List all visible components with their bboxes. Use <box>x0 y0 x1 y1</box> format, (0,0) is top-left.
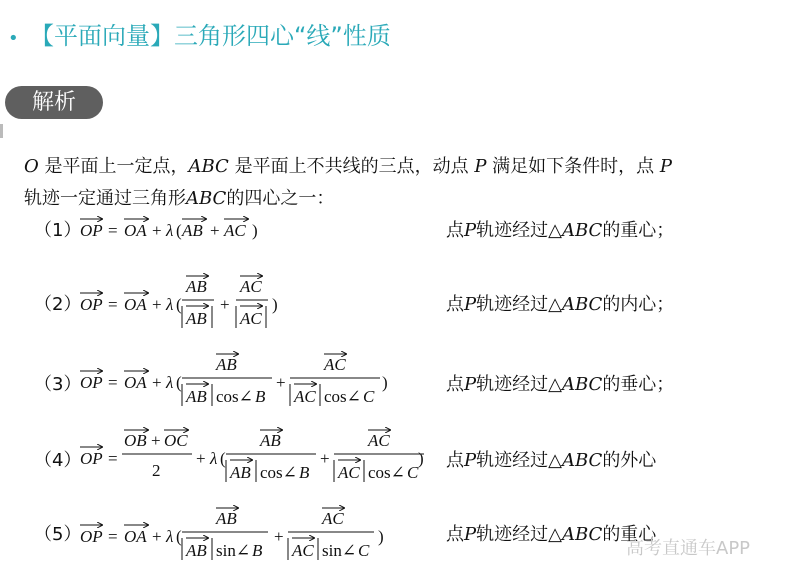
svg-text:(: ( <box>176 295 182 314</box>
svg-text:AB: AB <box>186 387 207 406</box>
condition-conclusion: 点P轨迹经过△ABC的外心 <box>446 450 657 471</box>
svg-text:B: B <box>252 541 263 560</box>
svg-text:AB: AB <box>230 463 251 482</box>
svg-text:OA: OA <box>124 373 147 392</box>
svg-text:OP: OP <box>80 295 103 314</box>
svg-text:OA: OA <box>124 221 147 240</box>
svg-text:): ) <box>252 221 258 240</box>
svg-text:OP: OP <box>80 221 103 240</box>
svg-text:+: + <box>151 431 161 450</box>
svg-text:sin∠: sin∠ <box>322 541 357 560</box>
condition-number: （4） <box>34 450 82 471</box>
svg-text:λ: λ <box>166 221 174 240</box>
svg-text:=: = <box>108 373 118 392</box>
svg-text:AC: AC <box>338 463 360 482</box>
svg-text:λ: λ <box>210 449 218 468</box>
svg-text:λ: λ <box>166 527 174 546</box>
svg-text:+: + <box>210 221 220 240</box>
svg-text:=: = <box>108 449 118 468</box>
condition-formula <box>78 426 428 492</box>
svg-text:OP: OP <box>80 527 103 546</box>
svg-text:cos∠: cos∠ <box>260 463 297 482</box>
page-title: 【平面向量】三角形四心“线”性质 <box>30 22 391 50</box>
svg-text:AB: AB <box>186 541 207 560</box>
svg-text:cos∠: cos∠ <box>368 463 405 482</box>
condition-conclusion: 点P轨迹经过△ABC的重心 <box>446 524 657 545</box>
svg-text:cos∠: cos∠ <box>324 387 361 406</box>
svg-text:(: ( <box>176 221 182 240</box>
svg-text:+: + <box>152 221 162 240</box>
svg-text:AB: AB <box>216 509 237 528</box>
svg-text:AB: AB <box>186 277 207 296</box>
svg-text:): ) <box>272 295 278 314</box>
svg-text:(: ( <box>176 527 182 546</box>
svg-text:sin∠: sin∠ <box>216 541 251 560</box>
left-edge-mark <box>0 124 3 138</box>
condition-formula <box>78 212 278 250</box>
svg-text:): ) <box>418 449 424 468</box>
svg-text:2: 2 <box>152 461 161 480</box>
svg-text:=: = <box>108 295 118 314</box>
svg-text:AC: AC <box>368 431 390 450</box>
analysis-tag: 解析 <box>5 86 103 119</box>
svg-text:AB: AB <box>182 221 203 240</box>
svg-text:cos∠: cos∠ <box>216 387 253 406</box>
svg-text:+: + <box>276 373 286 392</box>
svg-text:AC: AC <box>240 309 262 328</box>
condition-conclusion: 点P轨迹经过△ABC的重心； <box>446 220 675 241</box>
svg-text:=: = <box>108 527 118 546</box>
svg-text:AB: AB <box>260 431 281 450</box>
condition-number: （5） <box>34 524 82 545</box>
condition-number: （3） <box>34 374 82 395</box>
svg-text:=: = <box>108 221 118 240</box>
svg-text:C: C <box>358 541 370 560</box>
svg-text:+: + <box>152 527 162 546</box>
condition-conclusion: 点P轨迹经过△ABC的垂心； <box>446 374 675 395</box>
svg-text:C: C <box>407 463 419 482</box>
svg-text:AC: AC <box>322 509 344 528</box>
title-bullet: • <box>8 28 19 49</box>
svg-text:AC: AC <box>324 355 346 374</box>
condition-conclusion: 点P轨迹经过△ABC的内心； <box>446 294 675 315</box>
svg-text:+: + <box>152 373 162 392</box>
svg-text:B: B <box>299 463 310 482</box>
svg-text:): ) <box>378 527 384 546</box>
svg-text:OA: OA <box>124 295 147 314</box>
svg-text:AB: AB <box>216 355 237 374</box>
svg-text:+: + <box>320 449 330 468</box>
condition-formula <box>78 504 398 570</box>
condition-formula <box>78 272 298 338</box>
svg-text:AC: AC <box>292 541 314 560</box>
svg-text:+: + <box>220 295 230 314</box>
svg-text:OB: OB <box>124 431 147 450</box>
svg-text:AC: AC <box>240 277 262 296</box>
intro-line-2: 轨迹一定通过三角形ABC的四心之一： <box>24 188 335 209</box>
condition-number: （1） <box>34 220 82 241</box>
svg-text:AC: AC <box>224 221 246 240</box>
condition-number: （2） <box>34 294 82 315</box>
condition-formula <box>78 350 398 416</box>
svg-text:): ) <box>382 373 388 392</box>
svg-text:(: ( <box>176 373 182 392</box>
svg-text:λ: λ <box>166 373 174 392</box>
svg-text:AB: AB <box>186 309 207 328</box>
svg-text:(: ( <box>220 449 226 468</box>
svg-text:λ: λ <box>166 295 174 314</box>
svg-text:+: + <box>196 449 206 468</box>
svg-text:OA: OA <box>124 527 147 546</box>
intro-line-1: O 是平面上一定点，ABC 是平面上不共线的三点，动点 P 满足如下条件时，点 P <box>24 156 673 177</box>
svg-text:C: C <box>363 387 375 406</box>
svg-text:OC: OC <box>164 431 188 450</box>
svg-text:OP: OP <box>80 373 103 392</box>
svg-text:+: + <box>152 295 162 314</box>
svg-text:B: B <box>255 387 266 406</box>
watermark: 高考直通车APP <box>626 538 751 559</box>
svg-text:+: + <box>274 527 284 546</box>
svg-text:AC: AC <box>294 387 316 406</box>
svg-text:OP: OP <box>80 449 103 468</box>
